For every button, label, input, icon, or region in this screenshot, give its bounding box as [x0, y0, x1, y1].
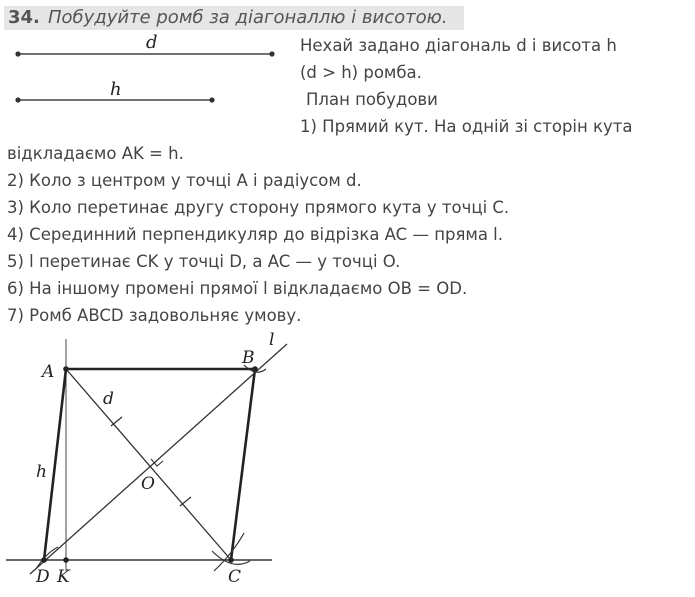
arc-c-1 — [214, 533, 244, 571]
side-ad — [44, 369, 66, 560]
step-6: 6) На іншому промені прямої l відкладаємо OB = OD. — [7, 279, 468, 298]
label-h-height: h — [36, 462, 47, 482]
step-4: 4) Серединний перпендикуляр до відрізка AC — пряма l. — [7, 225, 504, 244]
label-o: O — [141, 474, 155, 494]
step-5: 5) l перетинає CK у точці D, а AC — у точці O. — [7, 252, 401, 271]
point-k — [63, 557, 69, 563]
point-d — [41, 557, 47, 563]
task-title: Побудуйте ромб за діагоналлю і висотою. — [48, 7, 448, 28]
given-segment-d — [10, 32, 280, 62]
given-text-line-2: (d > h) ромба. — [300, 63, 422, 82]
tick-mark-1 — [111, 417, 122, 426]
step-3: 3) Коло перетинає другу сторону прямого кута у точці C. — [7, 198, 510, 217]
step-2: 2) Коло з центром у точці A і радіусом d. — [7, 171, 362, 190]
segment-d-label: d — [146, 32, 158, 53]
tick-mark-2 — [180, 497, 191, 506]
label-d: D — [36, 567, 50, 587]
label-b: B — [242, 348, 255, 368]
label-line-l: l — [269, 330, 275, 350]
label-k: K — [57, 567, 70, 587]
diagonal-ac — [66, 369, 231, 560]
given-text-line: Нехай задано діагональ d і висота h — [300, 36, 617, 55]
step-1: 1) Прямий кут. На одній зі сторін кута — [300, 117, 633, 136]
construction-figure — [0, 325, 300, 597]
plan-heading: План побудови — [306, 90, 438, 109]
given-segment-h — [10, 78, 220, 108]
step-7: 7) Ромб ABCD задовольняє умову. — [7, 306, 302, 325]
label-a: A — [42, 362, 55, 382]
side-bc — [231, 369, 255, 560]
point-c — [228, 557, 234, 563]
point-a — [63, 366, 69, 372]
task-number: 34. — [8, 7, 40, 28]
label-d-diagonal: d — [103, 389, 114, 409]
segment-h-label: h — [110, 79, 122, 100]
label-c: C — [228, 567, 242, 587]
line-l — [30, 344, 287, 574]
step-1-continued: відкладаємо AK = h. — [7, 144, 184, 163]
